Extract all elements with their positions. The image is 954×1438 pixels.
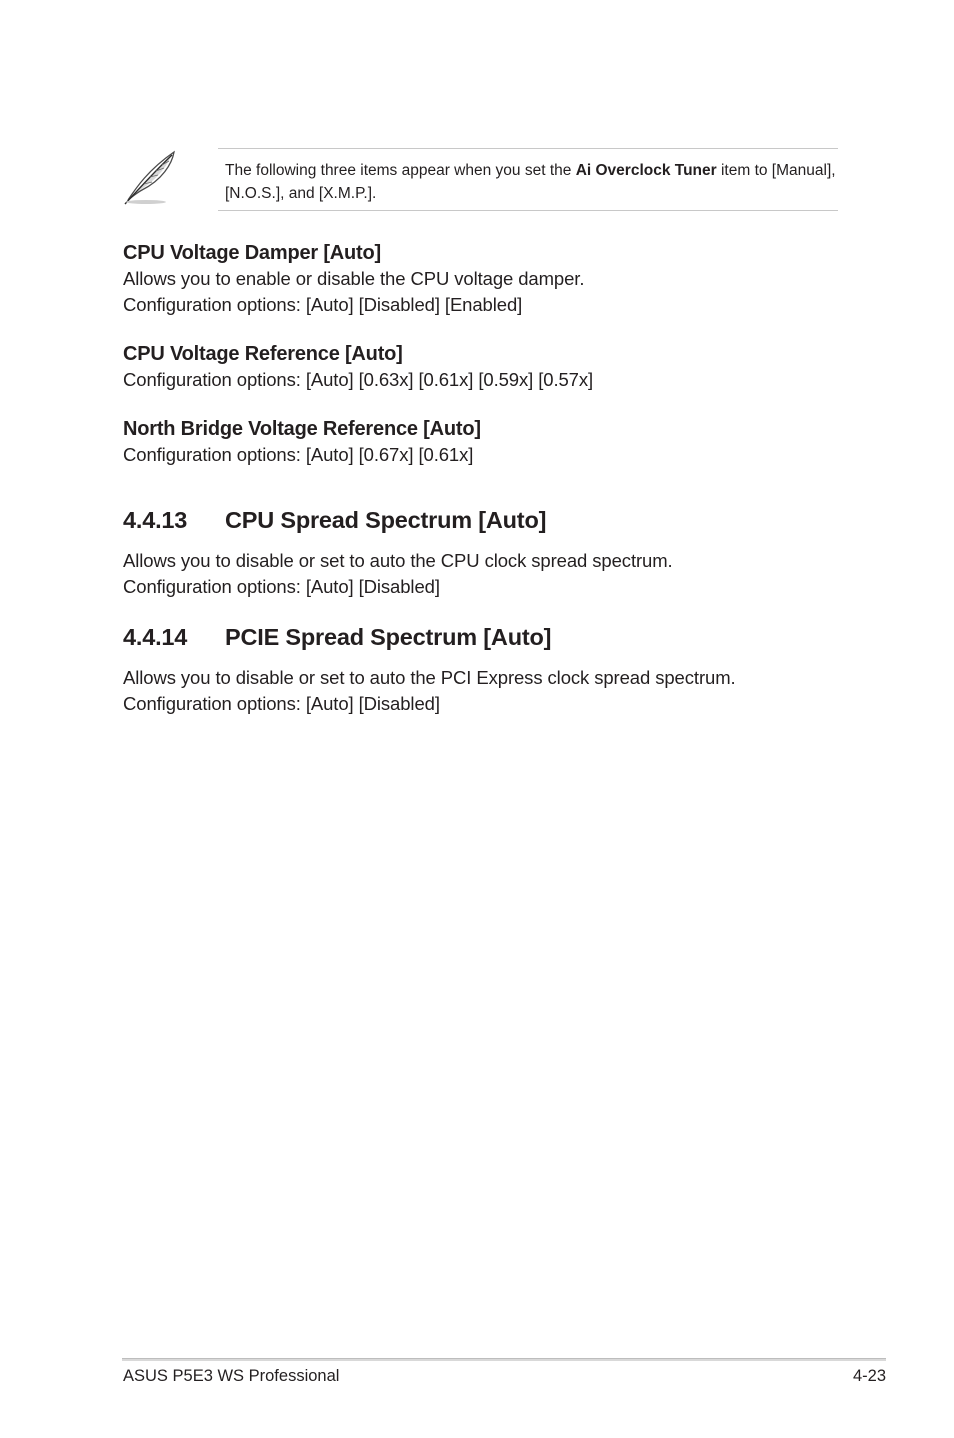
- section-heading: [123, 622, 843, 652]
- section-number: 4.4.14: [123, 624, 188, 650]
- item-north-bridge-voltage-reference: [123, 416, 843, 468]
- quill-pen-icon: [122, 146, 182, 206]
- item-title: CPU Voltage Reference [Auto]: [123, 343, 403, 365]
- section-title: CPU Spread Spectrum [Auto]: [225, 507, 547, 533]
- section-description: Allows you to disable or set to auto the PCI Express clock spread spectrum.: [123, 667, 736, 688]
- section-config-options: Configuration options: [Auto] [Disabled]: [123, 576, 440, 597]
- section-pcie-spread-spectrum: [123, 622, 843, 717]
- section-config-options: Configuration options: [Auto] [Disabled]: [123, 693, 440, 714]
- section-heading: [123, 505, 843, 535]
- section-body: [123, 548, 843, 600]
- item-config-options: Configuration options: [Auto] [0.67x] [0.61x]: [123, 444, 474, 465]
- section-description: Allows you to disable or set to auto the CPU clock spread spectrum.: [123, 550, 673, 571]
- note-text-bold: Ai Overclock Tuner: [575, 162, 717, 179]
- section-body: [123, 665, 843, 717]
- note-text-before: The following three items appear when you set the: [225, 162, 576, 179]
- note-text: [218, 148, 838, 211]
- item-config-options: Configuration options: [Auto] [0.63x] [0.61x] [0.59x] [0.57x]: [123, 369, 594, 390]
- item-config-options: Configuration options: [Auto] [Disabled] [Enabled]: [123, 294, 523, 315]
- note-text-after: item to [Manual], [N.O.S.], and [X.M.P.].: [225, 162, 836, 202]
- item-title: CPU Voltage Damper [Auto]: [123, 242, 381, 264]
- item-cpu-voltage-reference: [123, 341, 843, 393]
- footer-divider: [122, 1358, 886, 1361]
- footer-page-number: 4-23: [852, 1367, 886, 1385]
- item-title: North Bridge Voltage Reference [Auto]: [123, 418, 481, 440]
- section-cpu-spread-spectrum: [123, 505, 843, 600]
- footer-product-name: ASUS P5E3 WS Professional: [123, 1367, 340, 1385]
- section-title: PCIE Spread Spectrum [Auto]: [225, 624, 552, 650]
- item-cpu-voltage-damper: [123, 240, 843, 318]
- section-number: 4.4.13: [123, 507, 188, 533]
- item-description: Allows you to enable or disable the CPU voltage damper.: [123, 268, 585, 289]
- note-box: [122, 146, 838, 214]
